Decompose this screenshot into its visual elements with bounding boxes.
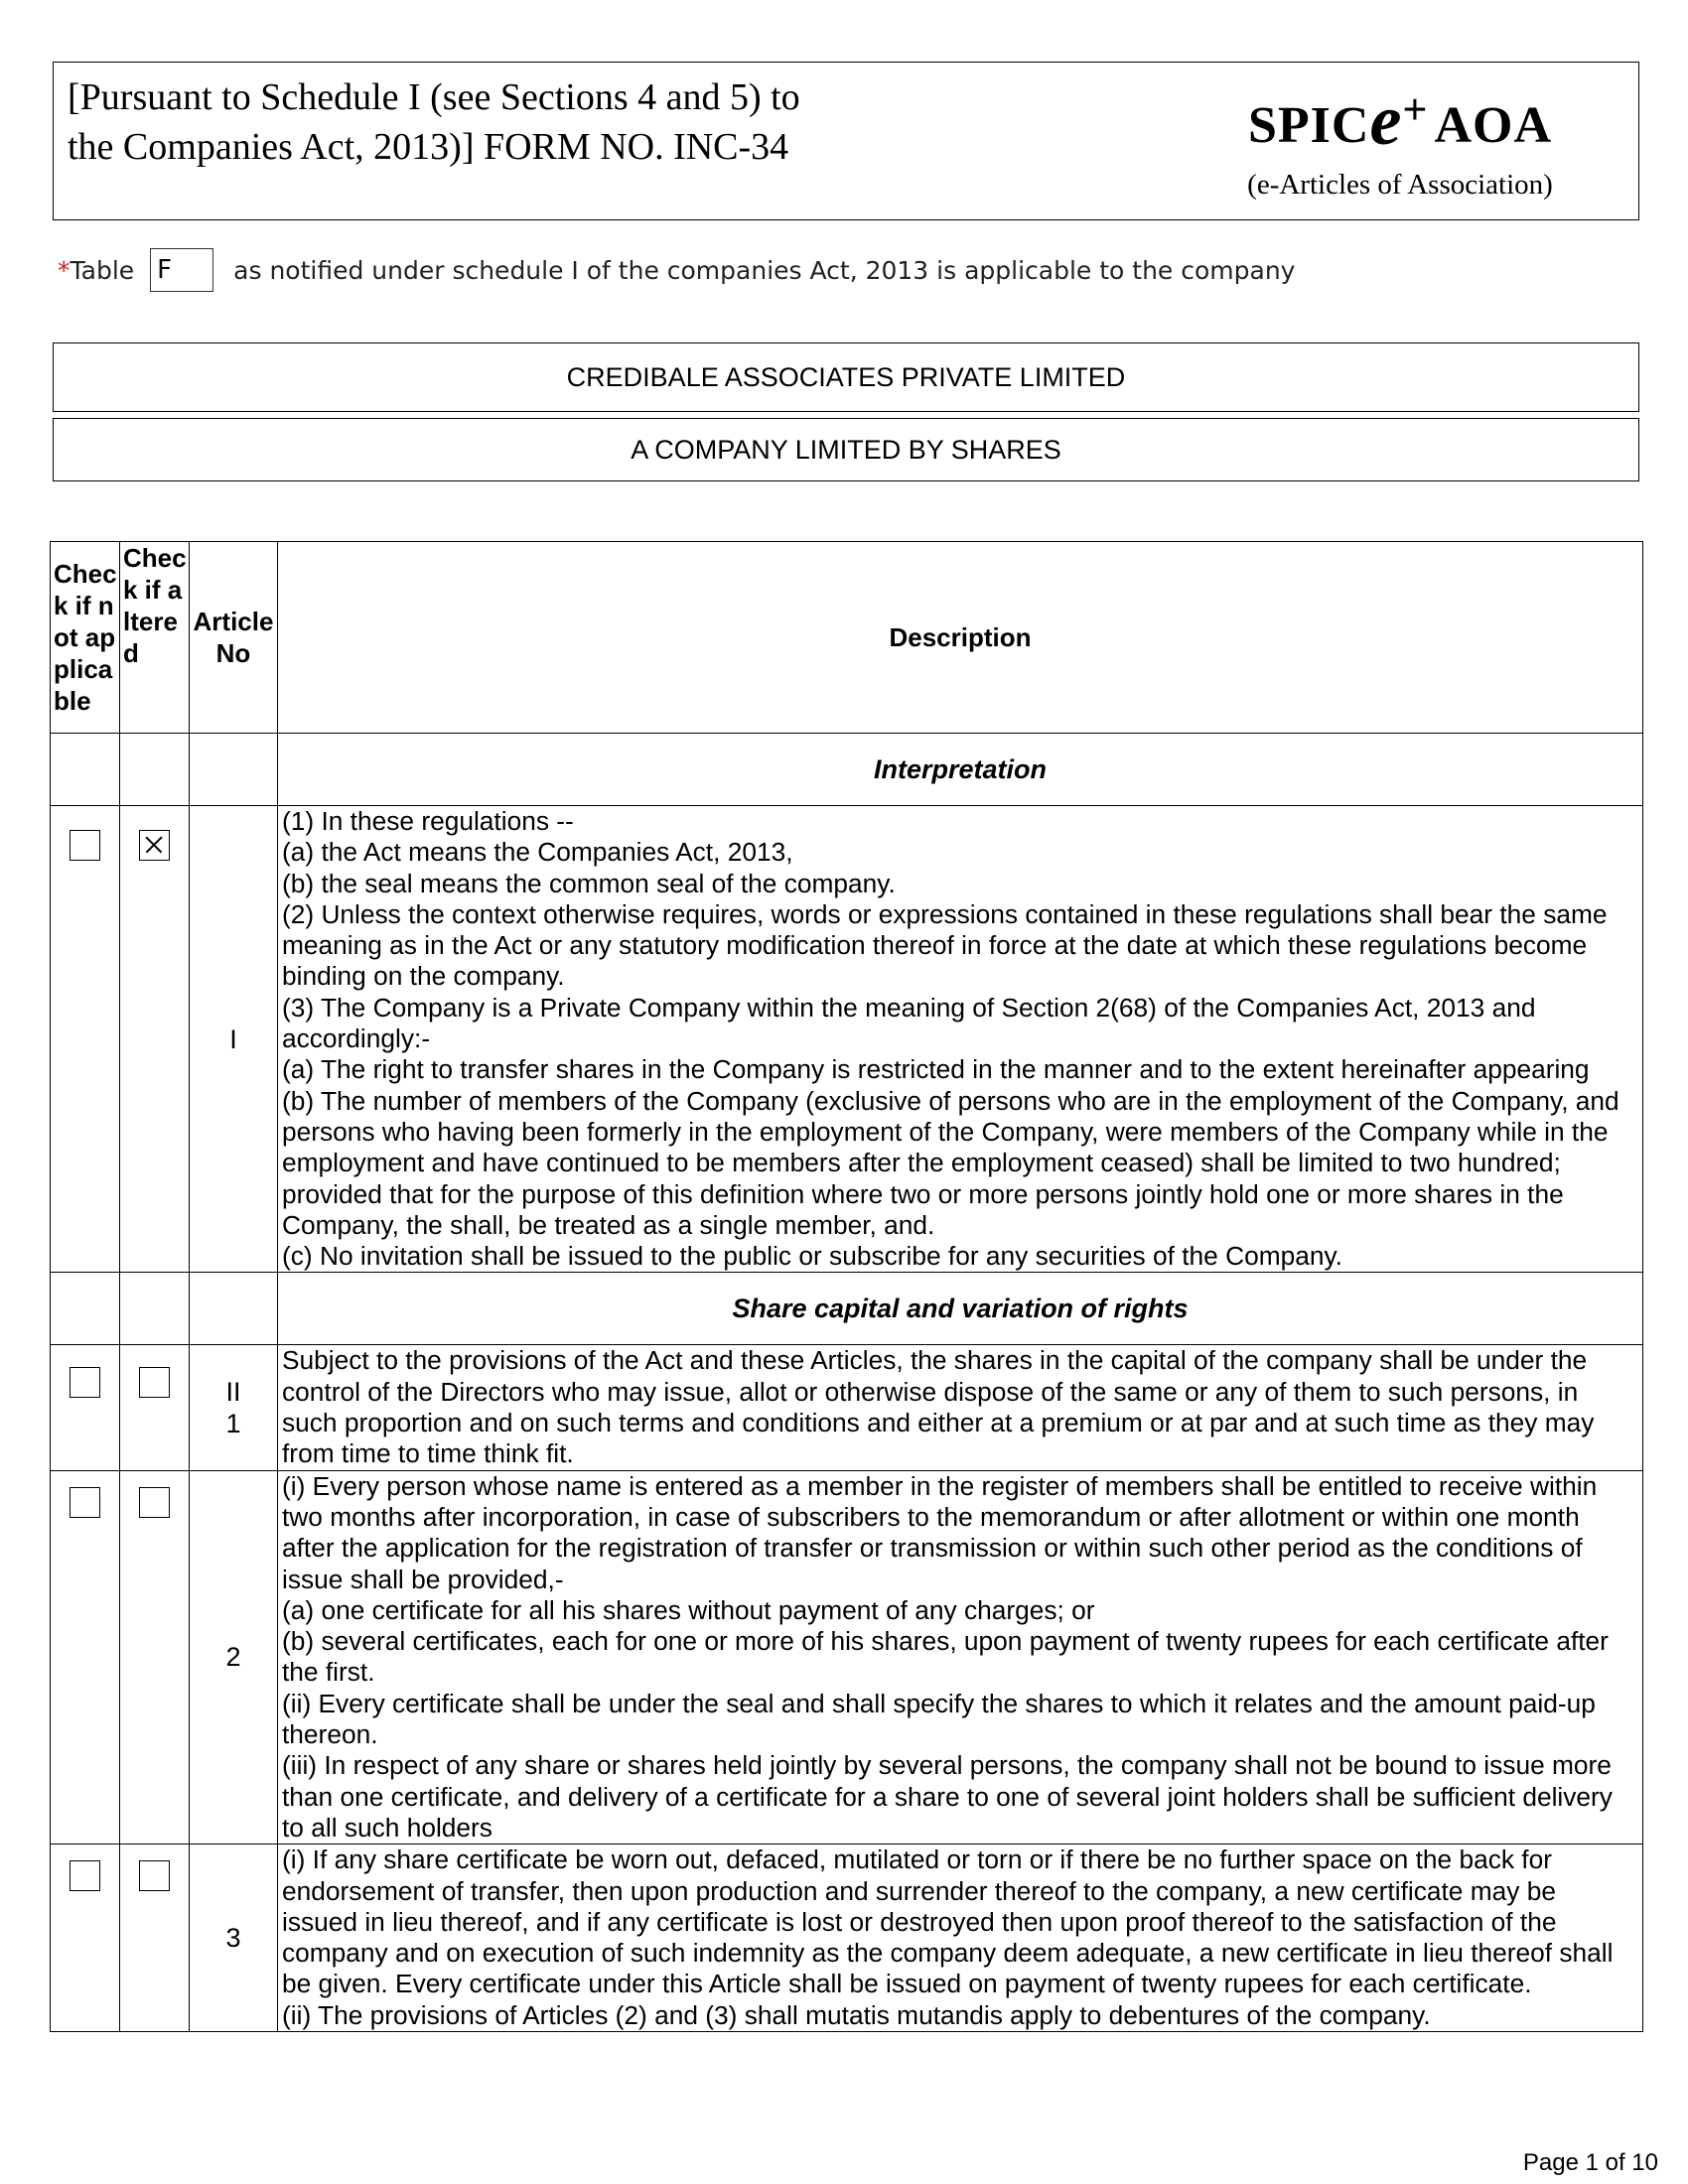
article-row-I bbox=[51, 806, 1643, 1273]
altered-checkbox[interactable] bbox=[139, 1487, 170, 1518]
form-code-post: AOA bbox=[1434, 97, 1553, 154]
article-row-II-1 bbox=[51, 1345, 1643, 1470]
header-article-no: Article No bbox=[190, 542, 278, 734]
article-row-3 bbox=[51, 1844, 1643, 2032]
form-identity bbox=[1201, 70, 1599, 200]
altered-checkbox[interactable] bbox=[139, 1367, 170, 1398]
article-number: 2 bbox=[190, 1470, 278, 1844]
not-applicable-checkbox[interactable] bbox=[70, 830, 100, 861]
not-applicable-checkbox[interactable] bbox=[70, 1367, 100, 1398]
form-subtitle: (e-Articles of Association) bbox=[1247, 169, 1553, 201]
empty-cell bbox=[120, 1273, 190, 1345]
not-applicable-cell bbox=[51, 1844, 120, 2032]
altered-checkbox[interactable] bbox=[139, 1860, 170, 1891]
header-not-applicable: Check if not applicable bbox=[51, 542, 120, 734]
citation-line-2: the Companies Act, 2013)] FORM NO. INC-34 bbox=[68, 126, 789, 168]
article-description: Subject to the provisions of the Act and these Articles, the shares in the capital of the company shall be under the control of the Directors who may issue, allot or otherwise dispose of the same or any of them to such persons, in such proportion and on such terms and conditions and either at a premium or at par and at such time as they may from time to time think fit. bbox=[278, 1345, 1643, 1470]
citation-line-1: [Pursuant to Schedule I (see Sections 4 and 5) to bbox=[68, 76, 800, 118]
table-selector-input[interactable]: F bbox=[150, 248, 213, 292]
article-description: (1) In these regulations -- (a) the Act means the Companies Act, 2013, (b) the seal means the common seal of the company. (2) Unless the context otherwise requires, words or expressions contained in these regulations shall bear the same meaning as in the Act or any statutory modification thereof in force at the date at which these regulations become binding on the company. (3) The Company is a Private Company within the meaning of Section 2(68) of the Companies Act, 2013 and accordingly:- (a) The right to transfer shares in the Company is restricted in the manner and to the extent hereinafter appearing (b) The number of members of the Company (exclusive of persons who are in the employment of the Company, and persons who having been formerly in the employment of the Company, were members of the Company while in the employment and have continued to be members after the employment ceased) shall be limited to two hundred; provided that for the purpose of this definition where two or more persons jointly hold one or more shares in the Company, the shall, be treated as a single member, and. (c) No invitation shall be issued to the public or subscribe for any securities of the Company. bbox=[278, 806, 1643, 1273]
not-applicable-checkbox[interactable] bbox=[70, 1860, 100, 1891]
table-selector-label: Table bbox=[70, 255, 135, 285]
altered-cell bbox=[120, 806, 190, 1273]
form-code-pre: SPIC bbox=[1247, 97, 1370, 154]
form-code-plus: + bbox=[1402, 85, 1429, 134]
article-description: (i) Every person whose name is entered as a member in the register of members shall be entitled to receive within two months after incorporation, in case of subscribers to the memorandum or after allotment or within one month after the application for the registration of transfer or transmission or within such other period as the conditions of issue shall be provided,- (a) one certificate for all his shares without payment of any charges; or (b) several certificates, each for one or more of his shares, upon payment of twenty rupees for each certificate after the first. (ii) Every certificate shall be under the seal and shall specify the shares to which it relates and the amount paid-up thereon. (iii) In respect of any share or shares held jointly by several persons, the company shall not be bound to issue more than one certificate, and delivery of a certificate for a share to one of several joint holders shall be sufficient delivery to all such holders bbox=[278, 1470, 1643, 1844]
article-number: I bbox=[190, 806, 278, 1273]
section-title-share-capital: Share capital and variation of rights bbox=[278, 1273, 1643, 1345]
article-description: (i) If any share certificate be worn out, defaced, mutilated or torn or if there be no further space on the back for endorsement of transfer, then upon production and surrender thereof to the company, a new certificate may be issued in lieu thereof, and if any certificate is lost or destroyed then upon proof thereof to the satisfaction of the company and on execution of such indemnity as the company deem adequate, a new certificate in lieu thereof shall be given. Every certificate under this Article shall be issued on payment of twenty rupees for each certificate. (ii) The provisions of Articles (2) and (3) shall mutatis mutandis apply to debentures of the company. bbox=[278, 1844, 1643, 2032]
altered-cell bbox=[120, 1470, 190, 1844]
not-applicable-checkbox[interactable] bbox=[70, 1487, 100, 1518]
not-applicable-cell bbox=[51, 1470, 120, 1844]
table-header-row bbox=[51, 542, 1643, 734]
empty-cell bbox=[190, 734, 278, 806]
not-applicable-cell bbox=[51, 806, 120, 1273]
articles-table bbox=[50, 541, 1643, 2032]
company-name-box bbox=[53, 342, 1639, 412]
section-row-interpretation bbox=[51, 734, 1643, 806]
empty-cell bbox=[120, 734, 190, 806]
not-applicable-cell bbox=[51, 1345, 120, 1470]
section-title-interpretation: Interpretation bbox=[278, 734, 1643, 806]
section-row-share-capital bbox=[51, 1273, 1643, 1345]
article-number: II 1 bbox=[190, 1345, 278, 1470]
form-code-e: e bbox=[1369, 80, 1403, 160]
table-selector-suffix: as notified under schedule I of the companies Act, 2013 is applicable to the company bbox=[233, 255, 1296, 285]
company-type-box bbox=[53, 418, 1639, 481]
altered-cell bbox=[120, 1844, 190, 2032]
article-number: 3 bbox=[190, 1844, 278, 2032]
company-name: CREDIBALE ASSOCIATES PRIVATE LIMITED bbox=[566, 361, 1126, 392]
form-header-citation bbox=[68, 72, 1110, 172]
altered-checkbox[interactable] bbox=[139, 830, 170, 861]
company-type: A COMPANY LIMITED BY SHARES bbox=[631, 434, 1061, 465]
article-row-2 bbox=[51, 1470, 1643, 1844]
form-header bbox=[53, 62, 1639, 220]
empty-cell bbox=[51, 734, 120, 806]
altered-cell bbox=[120, 1345, 190, 1470]
header-altered: Check if altered bbox=[120, 542, 190, 734]
table-selector-row bbox=[58, 246, 1607, 294]
empty-cell bbox=[51, 1273, 120, 1345]
page-number: Page 1 of 10 bbox=[1522, 2149, 1658, 2176]
form-code bbox=[1201, 70, 1599, 166]
header-description: Description bbox=[278, 542, 1643, 734]
required-marker: * bbox=[58, 255, 70, 285]
empty-cell bbox=[190, 1273, 278, 1345]
